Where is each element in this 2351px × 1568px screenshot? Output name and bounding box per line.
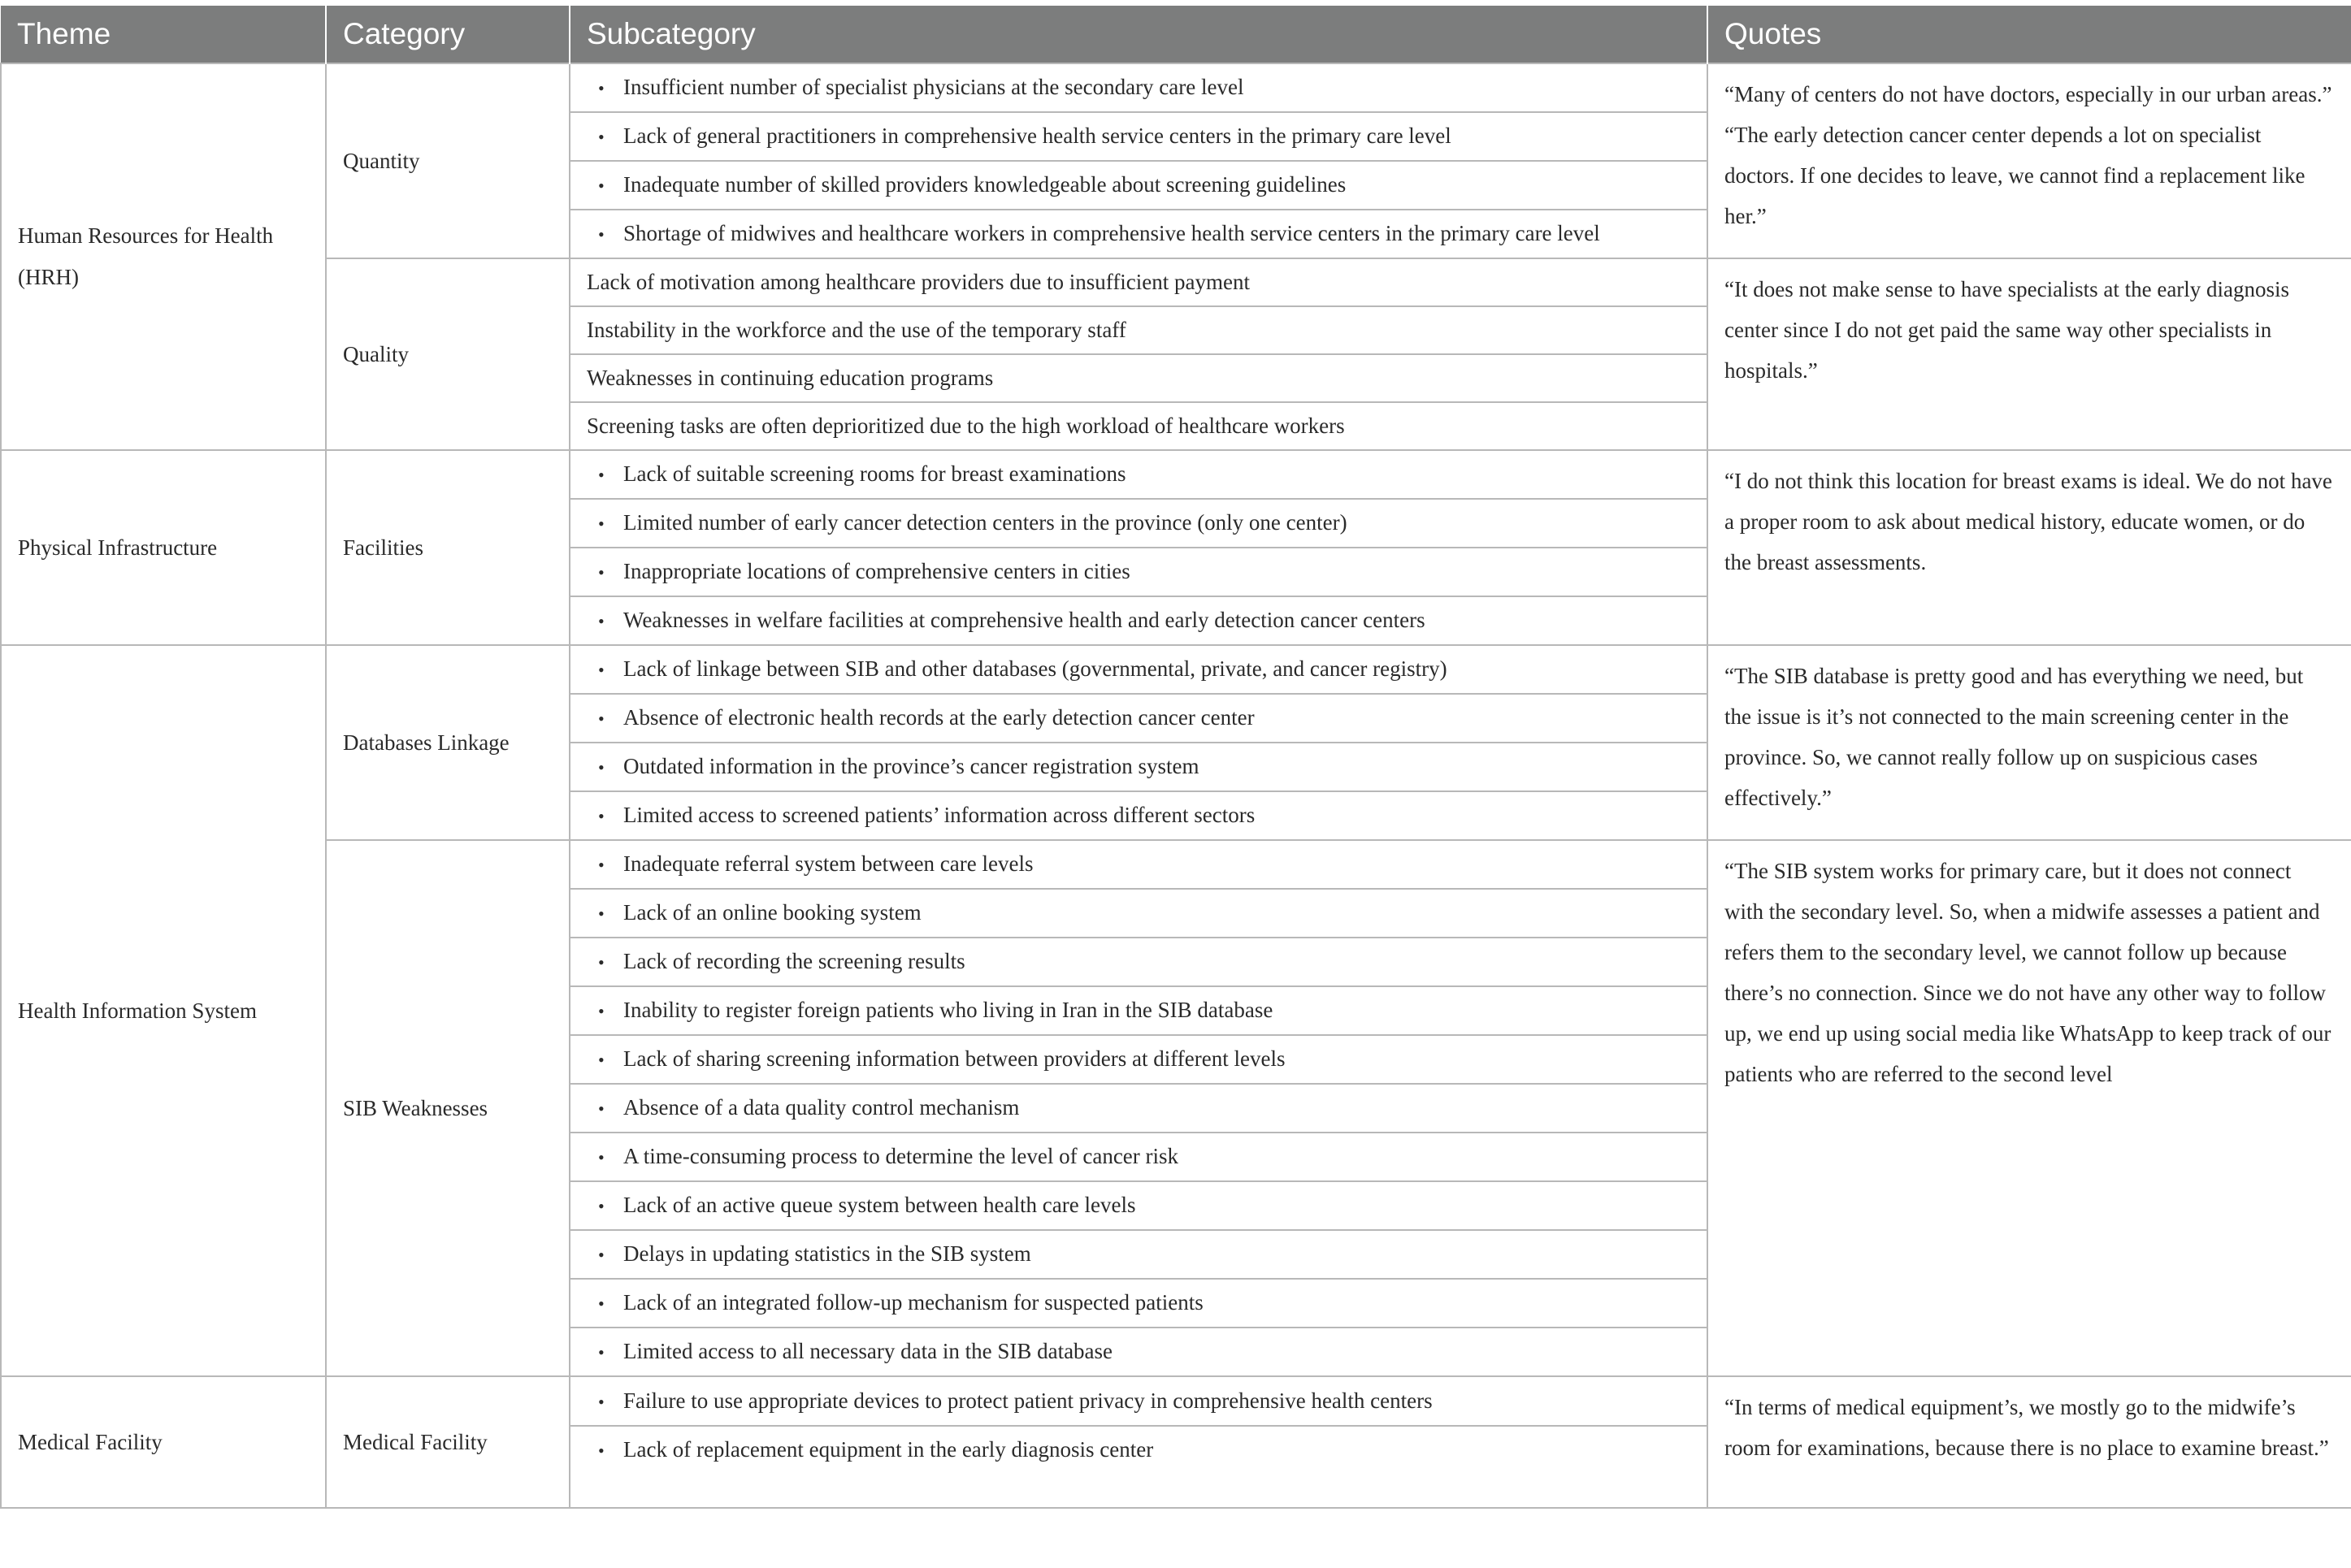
category-cell: Quality [326,258,570,450]
table-row [1,450,2351,499]
subcategory-cell: • Lack of an integrated follow-up mechanism for suspected patients [570,1279,1707,1328]
subcategory-cell: • Shortage of midwives and healthcare workers in comprehensive health service centers in the primary care level [570,210,1707,258]
subcategory-cell: • Absence of a data quality control mechanism [570,1084,1707,1133]
subcategory-cell: • Inadequate referral system between care levels [570,840,1707,889]
quote-text: “The early detection cancer center depends a lot on specialist doctors. If one decides to leave, we cannot find a replacement like her.” [1724,123,2305,228]
table-row [1,645,2351,694]
theme-cell: Physical Infrastructure [1,450,326,645]
subcategory-cell: • Lack of an online booking system [570,889,1707,938]
theme-cell: Health Information System [1,645,326,1376]
findings-table-container [0,6,2351,1509]
subcategory-cell: • Inappropriate locations of comprehensive centers in cities [570,548,1707,596]
subcategory-cell: • Inadequate number of skilled providers knowledgeable about screening guidelines [570,161,1707,210]
theme-cell: Human Resources for Health (HRH) [1,63,326,450]
header-subcategory: Subcategory [570,6,1707,63]
subcategory-cell: • Delays in updating statistics in the SIB system [570,1230,1707,1279]
table-row [1,840,2351,889]
quote-cell [1707,63,2351,258]
subcategory-cell: Instability in the workforce and the use of the temporary staff [570,306,1707,354]
category-cell: SIB Weaknesses [326,840,570,1376]
theme-cell: Medical Facility [1,1376,326,1508]
category-cell: Quantity [326,63,570,258]
header-theme: Theme [1,6,326,63]
category-cell: Medical Facility [326,1376,570,1508]
findings-table [0,6,2351,1509]
table-row [1,63,2351,112]
subcategory-cell: Lack of motivation among healthcare providers due to insufficient payment [570,258,1707,306]
header-row [1,6,2351,63]
table-row [1,1376,2351,1426]
subcategory-cell: • Lack of replacement equipment in the early diagnosis center [570,1426,1707,1508]
subcategory-cell: • Limited access to screened patients’ information across different sectors [570,791,1707,840]
category-cell: Databases Linkage [326,645,570,840]
subcategory-cell: • Lack of general practitioners in comprehensive health service centers in the primary care level [570,112,1707,161]
subcategory-cell: • Failure to use appropriate devices to protect patient privacy in comprehensive health centers [570,1376,1707,1426]
table-row [1,258,2351,306]
quote-cell: “It does not make sense to have specialists at the early diagnosis center since I do not get paid the same way other specialists in hospitals.” [1707,258,2351,450]
subcategory-cell: • Insufficient number of specialist physicians at the secondary care level [570,63,1707,112]
category-cell: Facilities [326,450,570,645]
subcategory-cell: • Lack of recording the screening results [570,938,1707,986]
subcategory-cell: • Limited number of early cancer detection centers in the province (only one center) [570,499,1707,548]
subcategory-cell: • Lack of linkage between SIB and other databases (governmental, private, and cancer registry) [570,645,1707,694]
subcategory-cell: • Absence of electronic health records at the early detection cancer center [570,694,1707,743]
subcategory-cell: • Lack of an active queue system between health care levels [570,1181,1707,1230]
quote-cell: “The SIB system works for primary care, but it does not connect with the secondary level. So, when a midwife assesses a patient and refers them to the secondary level, we cannot follow up because there’s no connection. Since we do not have any other way to follow up, we end up using social media like WhatsApp to keep track of our patients who are referred to the second level [1707,840,2351,1376]
subcategory-cell: • Inability to register foreign patients who living in Iran in the SIB database [570,986,1707,1035]
subcategory-cell: • Lack of suitable screening rooms for breast examinations [570,450,1707,499]
header-quotes: Quotes [1707,6,2351,63]
quote-cell: “I do not think this location for breast exams is ideal. We do not have a proper room to ask about medical history, educate women, or do the breast assessments. [1707,450,2351,645]
quote-text: “Many of centers do not have doctors, especially in our urban areas.” [1724,82,2332,106]
header-category: Category [326,6,570,63]
subcategory-cell: • Limited access to all necessary data in the SIB database [570,1328,1707,1376]
subcategory-cell: Weaknesses in continuing education programs [570,354,1707,402]
subcategory-cell: • A time-consuming process to determine the level of cancer risk [570,1133,1707,1181]
quote-cell: “In terms of medical equipment’s, we mostly go to the midwife’s room for examinations, because there is no place to examine breast.” [1707,1376,2351,1508]
subcategory-cell: • Weaknesses in welfare facilities at comprehensive health and early detection cancer centers [570,596,1707,645]
subcategory-cell: • Lack of sharing screening information between providers at different levels [570,1035,1707,1084]
subcategory-cell: • Outdated information in the province’s cancer registration system [570,743,1707,791]
quote-cell: “The SIB database is pretty good and has everything we need, but the issue is it’s not connected to the main screening center in the province. So, we cannot really follow up on suspicious cases effectively.” [1707,645,2351,840]
subcategory-cell: Screening tasks are often deprioritized due to the high workload of healthcare workers [570,402,1707,450]
